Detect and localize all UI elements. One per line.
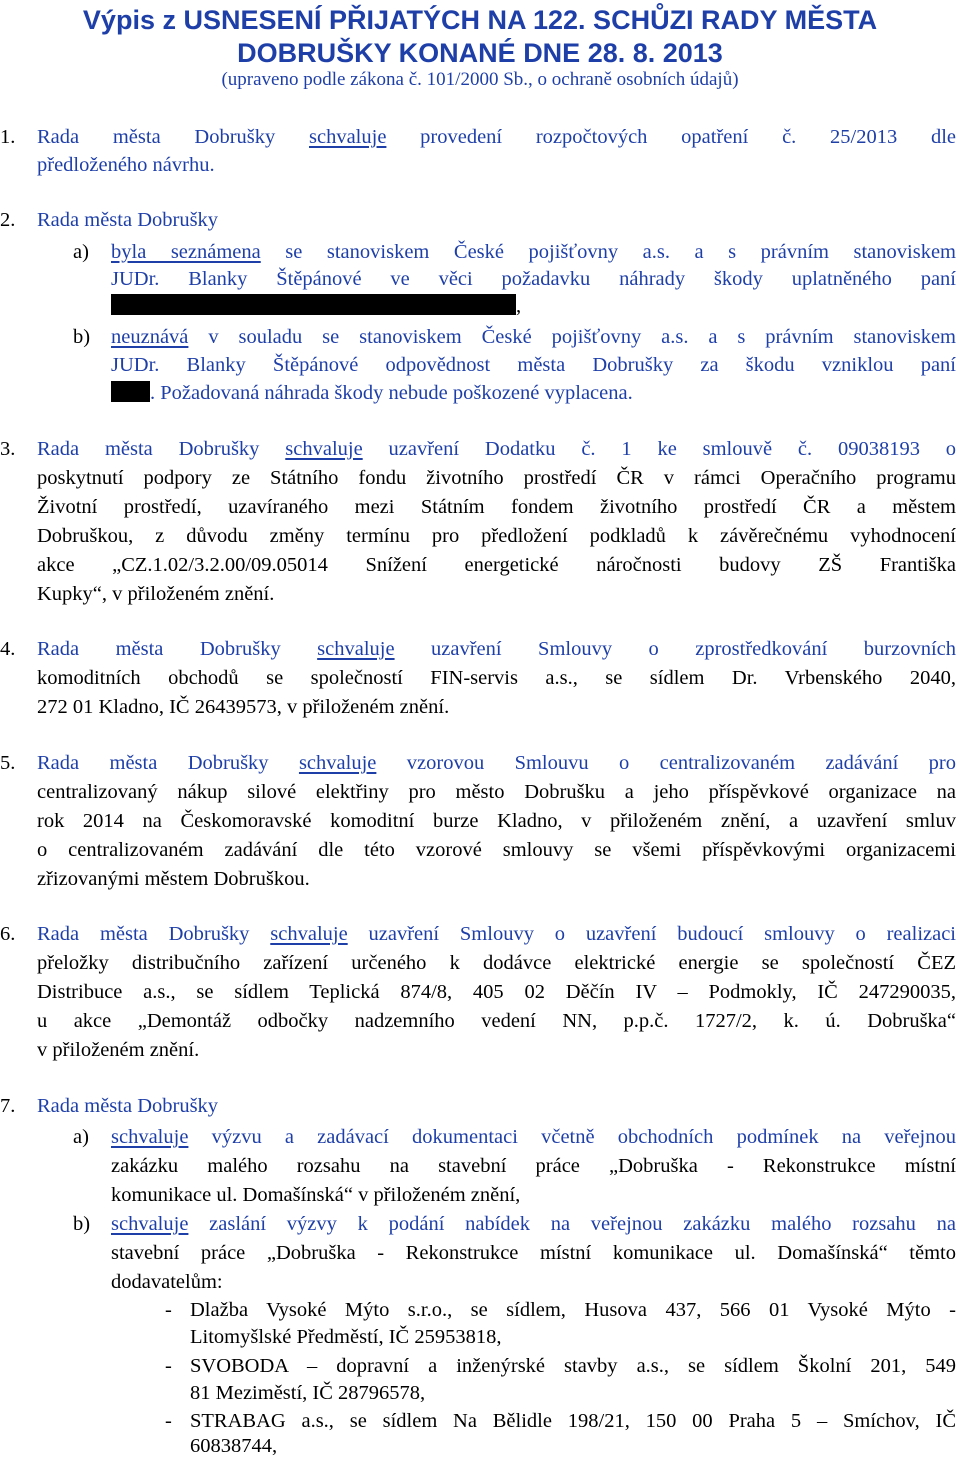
resolution-6-body: Rada města Dobrušky [37, 923, 250, 945]
resolution-5-body: Rada města Dobrušky [37, 752, 269, 774]
redaction-bar [111, 294, 516, 315]
resolution-4-text-1: uzavření Smlouvy o zprostředkování burzovních [431, 638, 956, 660]
resolution-6-line-3: Distribuce a.s., se sídlem Teplická 874/8, 405 02 Děčín IV – Podmokly, IČ 247290035, [37, 981, 956, 1003]
resolution-7-a-line-1 [111, 1124, 956, 1150]
resolution-7-heading: Rada města Dobrušky [37, 1095, 219, 1117]
resolution-3-verb: schvaluje [285, 438, 363, 460]
resolution-2-number: 2. [0, 209, 16, 231]
resolution-2-b-text-1: v souladu se stanoviskem České pojišťovny a.s. a s právním stanoviskem [208, 326, 957, 348]
resolution-7-a-label: a) [73, 1126, 89, 1148]
resolution-1-number: 1. [0, 126, 16, 148]
supplier-1-line-1: Dlažba Vysoké Mýto s.r.o., se sídlem, Husova 437, 566 01 Vysoké Mýto - [190, 1299, 956, 1321]
supplier-3-line-2: 60838744, [190, 1435, 278, 1457]
resolution-5-line-3: rok 2014 na Českomoravské komoditní burze Kladno, v přiloženém znění, a uzavření smluv [37, 810, 956, 832]
resolution-1-body: Rada města Dobrušky [37, 126, 276, 148]
resolution-2-a-text-1: se stanoviskem České pojišťovny a.s. a s právním stanoviskem [285, 241, 956, 263]
resolution-7-number: 7. [0, 1095, 16, 1117]
resolution-7-b-line-1 [111, 1211, 956, 1237]
resolution-3-number: 3. [0, 438, 16, 460]
resolution-7-a-line-2: zakázku malého rozsahu na stavební práce „Dobruška - Rekonstrukce místní [111, 1155, 956, 1177]
resolution-5-line-1 [37, 750, 956, 776]
resolution-7-b-line-3: dodavatelům: [111, 1271, 223, 1293]
resolution-6-line-5: v přiloženém znění. [37, 1039, 200, 1061]
resolution-2-b-label: b) [73, 326, 91, 348]
resolution-5-line-2: centralizovaný nákup silové elektřiny pro město Dobrušku a jeho příspěvkové organizace na [37, 781, 956, 803]
resolution-1-line-1 [37, 124, 956, 150]
resolution-7-b-line-2: stavební práce „Dobruška - Rekonstrukce místní komunikace ul. Domašínská“ těmto [111, 1242, 956, 1264]
resolution-5-text-1: vzorovou Smlouvu o centralizovaném zadávání pro [406, 752, 957, 774]
resolution-3-line-1 [37, 436, 956, 462]
resolution-2-a-text-3: , [516, 295, 522, 317]
supplier-1-line-2: Litomyšlské Předměstí, IČ 25953818, [190, 1326, 502, 1348]
resolution-7-b-label: b) [73, 1213, 91, 1235]
supplier-2-dash: - [165, 1355, 172, 1377]
resolution-3-line-3: Životní prostředí, uzavíraného mezi Státním fondem životního prostředí ČR a městem [37, 496, 956, 518]
resolution-5-number: 5. [0, 752, 16, 774]
resolution-4-number: 4. [0, 638, 16, 660]
resolution-6-verb: schvaluje [270, 923, 348, 945]
resolution-7-a-text-1: výzvu a zadávací dokumentaci včetně obchodních podmínek na veřejnou [211, 1126, 957, 1148]
resolution-2-heading: Rada města Dobrušky [37, 209, 219, 231]
resolution-4-line-3: 272 01 Kladno, IČ 26439573, v přiloženém znění. [37, 696, 450, 718]
document-title-line-2: DOBRUŠKY KONANÉ DNE 28. 8. 2013 [237, 38, 723, 68]
resolution-3-line-6: Kupky“, v přiloženém znění. [37, 583, 275, 605]
resolution-7-a-verb: schvaluje [111, 1126, 189, 1148]
document-subtitle: (upraveno podle zákona č. 101/2000 Sb., o ochraně osobních údajů) [221, 69, 739, 90]
resolution-2-b-text-3: . Požadovaná náhrada škody nebude poškozené vyplacena. [150, 382, 633, 404]
resolution-6-number: 6. [0, 923, 16, 945]
resolution-3-line-2: poskytnutí podpory ze Státního fondu životního prostředí ČR v rámci Operačního programu [37, 467, 956, 489]
resolution-2-b-line-1 [111, 324, 956, 350]
resolution-1-verb: schvaluje [309, 126, 387, 148]
resolution-2-a-line-2: JUDr. Blanky Štěpánové ve věci požadavku náhrady škody uplatněného paní [111, 268, 956, 290]
resolution-2-a-verb: byla seznámena [111, 241, 261, 263]
resolution-4-line-1 [37, 636, 956, 662]
resolution-6-line-2: přeložky distribučního zařízení určeného k dodávce elektrické energie se společností ČEZ [37, 952, 956, 974]
document-title-line-1: Výpis z USNESENÍ PŘIJATÝCH NA 122. SCHŮZI RADY MĚSTA [82, 5, 878, 35]
supplier-1-dash: - [165, 1299, 172, 1321]
resolution-2-b-line-3 [111, 380, 633, 406]
resolution-6-text-1: uzavření Smlouvy o uzavření budoucí smlouvy o realizaci [368, 923, 957, 945]
supplier-3-line-1: STRABAG a.s., se sídlem Na Bělidle 198/21, 150 00 Praha 5 – Smíchov, IČ [190, 1410, 956, 1432]
supplier-2-line-1: SVOBODA – dopravní a inženýrské stavby a.s., se sídlem Školní 201, 549 [190, 1355, 956, 1377]
resolution-1-text-1: provedení rozpočtových opatření č. 25/2013 dle [420, 126, 956, 148]
supplier-2-line-2: 81 Meziměstí, IČ 28796578, [190, 1382, 426, 1404]
resolution-5-verb: schvaluje [298, 752, 377, 774]
resolution-7-b-verb: schvaluje [111, 1213, 189, 1235]
resolution-3-line-5: akce „CZ.1.02/3.2.00/09.05014 Snížení energetické náročnosti budovy ZŠ Františka [37, 554, 956, 576]
resolution-3-text-1: uzavření Dodatku č. 1 ke smlouvě č. 09038193 o [388, 438, 957, 460]
resolution-7-a-line-3: komunikace ul. Domašínská“ v přiloženém znění, [111, 1184, 521, 1206]
resolution-5-line-4: o centralizovaném zadávání dle této vzorové smlouvy se všemi příspěvkovými organizacemi [37, 839, 956, 861]
resolution-6-line-1 [37, 921, 956, 947]
resolution-2-a-label: a) [73, 241, 89, 263]
resolution-2-a-line-3 [111, 293, 521, 319]
supplier-3-dash: - [165, 1410, 172, 1432]
resolution-3-line-4: Dobruškou, z důvodu změny termínu pro předložení podkladů k závěrečnému vyhodnocení [37, 525, 956, 547]
resolution-2-b-verb: neuznává [111, 326, 189, 348]
resolution-2-b-line-2: JUDr. Blanky Štěpánové odpovědnost města Dobrušky za škodu vzniklou paní [111, 354, 956, 376]
resolution-4-verb: schvaluje [317, 638, 395, 660]
resolution-5-line-5: zřizovanými městem Dobruškou. [37, 868, 310, 890]
resolution-3-body: Rada města Dobrušky [37, 438, 260, 460]
resolution-4-line-2: komoditních obchodů se společností FIN-servis a.s., se sídlem Dr. Vrbenského 2040, [37, 667, 956, 689]
redaction-bar [111, 381, 150, 402]
resolution-2-a-line-1 [111, 239, 956, 265]
resolution-6-line-4: u akce „Demontáž odbočky nadzemního vedení NN, p.p.č. 1727/2, k. ú. Dobruška“ [37, 1010, 956, 1032]
resolution-4-body: Rada města Dobrušky [37, 638, 281, 660]
resolution-1-line-2: předloženého návrhu. [37, 154, 215, 176]
resolution-7-b-text-1: zaslání výzvy k podání nabídek na veřejnou zakázku malého rozsahu na [209, 1213, 957, 1235]
